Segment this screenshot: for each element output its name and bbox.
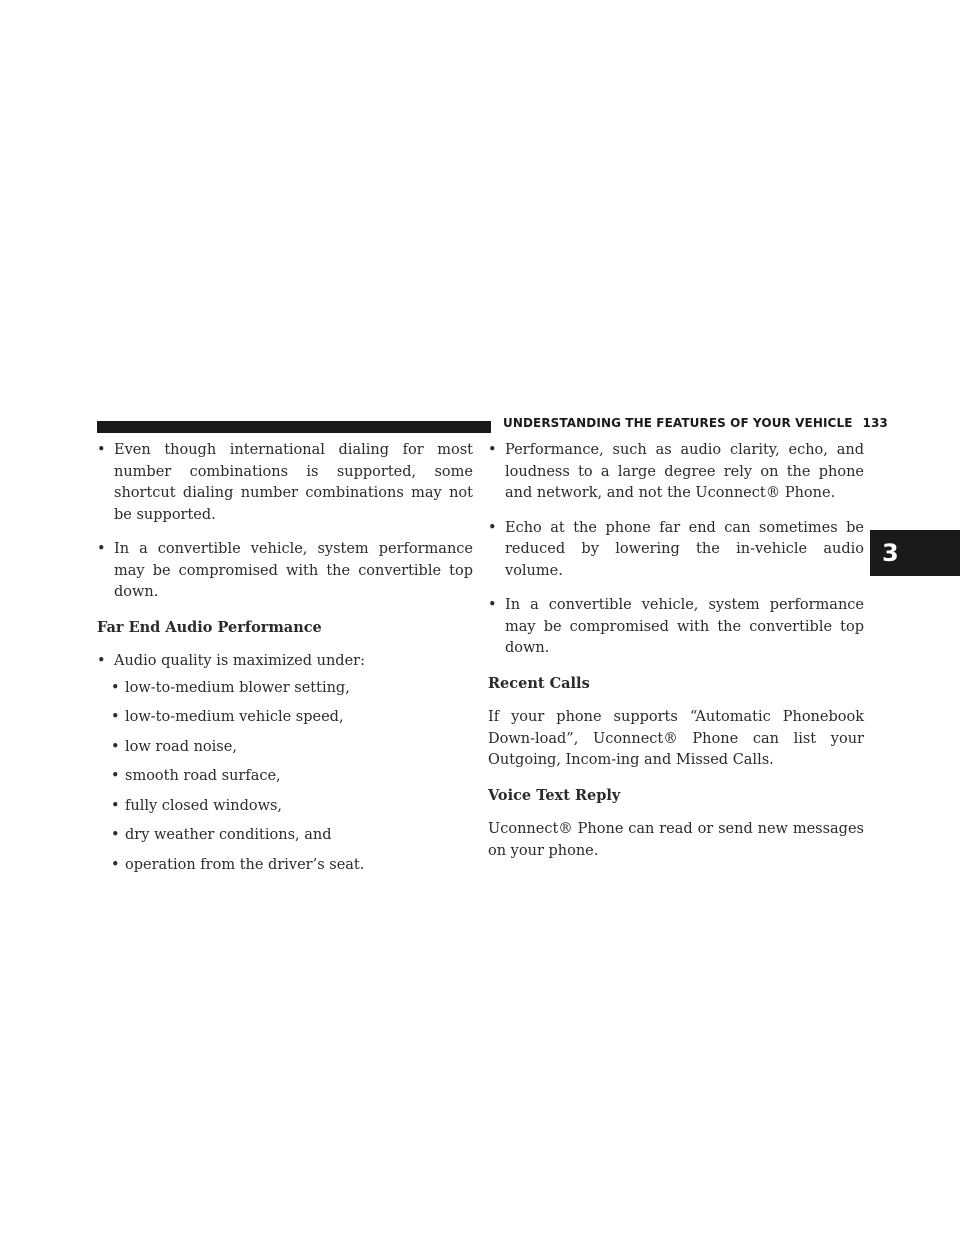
list-item: • dry weather conditions, and xyxy=(97,825,473,847)
bullet: • xyxy=(111,827,120,843)
bullet: • xyxy=(488,442,497,458)
list-item: • Echo at the phone far end can sometimes be reduced by lowering the in-vehicle audio volume. xyxy=(488,519,864,579)
bullet: • xyxy=(111,768,120,784)
left-column xyxy=(97,440,473,884)
chapter-tab: 3 xyxy=(870,530,960,576)
list-item: • In a convertible vehicle, system performance may be compromised with the convertible top down. xyxy=(97,541,473,600)
recent-calls-heading: Recent Calls xyxy=(488,674,590,692)
list-item: • low road noise, xyxy=(97,737,473,759)
list-item: • Even though international dialing for most number combinations is supported, some shortcut dialing number combinations may not be supported. xyxy=(97,442,473,523)
bullet: • xyxy=(488,519,497,536)
running-header xyxy=(503,416,888,430)
header-rule xyxy=(97,421,491,433)
bullet: • xyxy=(111,797,120,814)
bullet: • xyxy=(97,442,106,458)
bullet: • xyxy=(111,679,120,696)
far-end-heading: Far End Audio Performance xyxy=(97,618,322,636)
bullet: • xyxy=(111,738,120,755)
audio-conditions-list xyxy=(97,678,473,877)
list-item: • In a convertible vehicle, system performance may be compromised with the convertible top down. xyxy=(488,597,864,656)
list-item: • low-to-medium blower setting, xyxy=(97,678,473,700)
list-item: • Audio quality is maximized under: xyxy=(97,651,473,673)
recent-calls-text: If your phone supports “Automatic Phonebook Down-load”, Uconnect® Phone can list your Outgoing, Incom-ing and Missed Calls. xyxy=(488,709,864,768)
list-item: • fully closed windows, xyxy=(97,796,473,818)
bullet: • xyxy=(97,653,106,669)
list-item: • Performance, such as audio clarity, echo, and loudness to a large degree rely on the phone and network, and not the Uconnect® Phone. xyxy=(488,442,864,501)
bullet: • xyxy=(111,856,120,873)
page-number: 133 xyxy=(862,416,888,430)
bullet: • xyxy=(111,709,120,725)
bullet: • xyxy=(97,541,106,557)
section-title: UNDERSTANDING THE FEATURES OF YOUR VEHICLE xyxy=(503,416,853,430)
list-item: • operation from the driver’s seat. xyxy=(97,855,473,877)
voice-text-reply-text: Uconnect® Phone can read or send new messages on your phone. xyxy=(488,821,864,859)
list-item: • smooth road surface, xyxy=(97,766,473,788)
list-item: • low-to-medium vehicle speed, xyxy=(97,707,473,729)
voice-text-reply-heading: Voice Text Reply xyxy=(488,786,621,804)
bullet: • xyxy=(488,597,497,613)
right-column xyxy=(488,440,864,875)
